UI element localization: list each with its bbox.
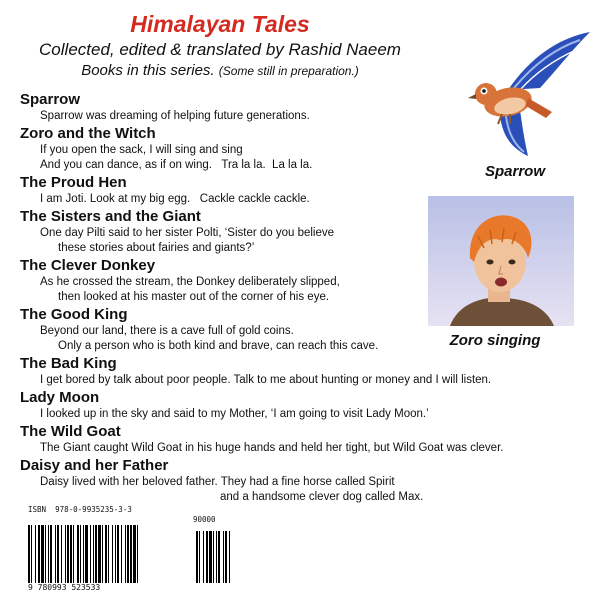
book-excerpt: Sparrow was dreaming of helping future generations. (40, 110, 310, 122)
book-title: The Bad King (20, 355, 117, 372)
series-heading: Books in this series. (81, 62, 215, 79)
zoro-caption: Zoro singing (449, 332, 541, 349)
book-excerpt: these stories about fairies and giants?’ (58, 242, 255, 254)
book-excerpt: Beyond our land, there is a cave full of gold coins. (40, 325, 294, 337)
book-excerpt: I looked up in the sky and said to my Mother, ‘I am going to visit Lady Moon.’ (40, 408, 429, 420)
book-entry (20, 422, 590, 456)
book-excerpt: and a handsome clever dog called Max. (220, 491, 424, 503)
book-entry (20, 354, 590, 388)
book-excerpt: Daisy lived with her beloved father. They had a fine horse called Spirit (40, 476, 395, 488)
book-excerpt: then looked at his master out of the corner of his eye. (58, 291, 330, 303)
book-title: Lady Moon (20, 389, 100, 406)
book-title: The Clever Donkey (20, 257, 156, 274)
book-excerpt: I get bored by talk about poor people. Talk to me about hunting or money and I will listen. (40, 374, 492, 386)
book-title: The Sisters and the Giant (20, 208, 201, 225)
book-excerpt: The Giant caught Wild Goat in his huge hands and held her tight, but Wild Goat was clever. (40, 442, 504, 454)
book-entry (20, 456, 590, 505)
isbn-number: ISBN 978-0-9935235-3-3 (28, 505, 132, 514)
sparrow-icon (468, 32, 590, 156)
series-line (0, 61, 440, 81)
sparrow-illustration (440, 28, 592, 158)
editor-credit: Collected, edited & translated by Rashid Naeem (39, 40, 401, 59)
book-excerpt: As he crossed the stream, the Donkey deliberately slipped, (40, 276, 340, 288)
book-excerpt: If you open the sack, I will sing and sing (40, 144, 243, 156)
book-excerpt: One day Pilti said to her sister Polti, ‘Sister do you believe (40, 227, 335, 239)
price-addon-code: 90000 (193, 515, 216, 524)
series-note: (Some still in preparation.) (218, 64, 359, 78)
barcode-icon (28, 525, 234, 583)
book-title: The Wild Goat (20, 423, 121, 440)
book-title: Daisy and her Father (20, 457, 169, 474)
sparrow-caption: Sparrow (484, 163, 545, 180)
book-series-title: Himalayan Tales (130, 11, 310, 37)
book-excerpt: And you can dance, as if on wing. Tra la la. La la la. (40, 159, 313, 171)
ean-digits: 9 780993 523533 (28, 583, 101, 592)
book-excerpt: Only a person who is both kind and brave, can reach this cave. (58, 340, 379, 352)
book-title: The Proud Hen (20, 174, 127, 191)
zoro-illustration (428, 196, 574, 326)
book-title: Sparrow (20, 91, 81, 108)
book-title: Zoro and the Witch (20, 125, 156, 142)
book-entry (20, 388, 590, 422)
book-title: The Good King (20, 306, 128, 323)
book-excerpt: I am Joti. Look at my big egg. Cackle cackle cackle. (40, 193, 310, 205)
isbn-barcode (28, 505, 234, 595)
header (0, 10, 440, 81)
